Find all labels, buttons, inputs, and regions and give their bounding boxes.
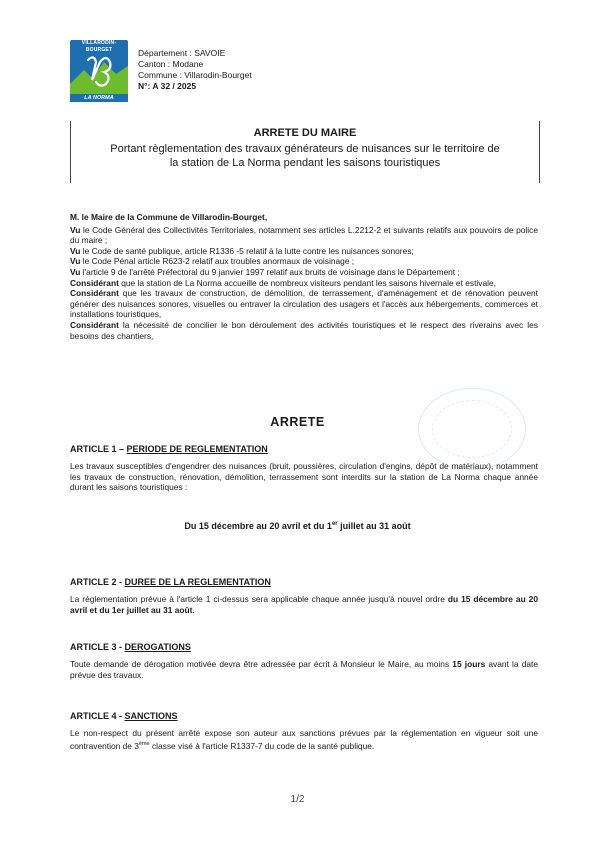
preamble-item: Considérant que les travaux de construction, de démolition, de terrassement, d'aménagement et de rénovation peuvent générer des nuisances sonores, visuelles ou entraver la circulation des usagers et l'accès aux hébergements, commerces et installations touristiques,: [70, 288, 538, 320]
preamble-item: Vu l'article 9 de l'arrêté Préfectoral du 9 janvier 1997 relatif aux bruits de voisinage dans le Département ;: [70, 266, 460, 277]
page-number: 1/2: [290, 794, 305, 805]
subtitle-line-2: la station de La Norma pendant les saisons touristiques: [169, 157, 441, 169]
header-info: [138, 48, 252, 92]
preamble-item: Vu le Code Général des Collectivités Territoriales, notamment ses articles L.2212-2 et suivants relatifs aux pouvoirs de police du maire ;: [70, 224, 538, 246]
article-4-text: Le non-respect du présent arrêté expose son auteur aux sanctions prévues par la réglementation en vigueur soit une contravention de 3ème classe visé à l'article R1337-7 du code de la santé publique.: [70, 728, 538, 751]
preamble-item: Considérant que la station de La Norma accueille de nombreux visiteurs pendant les saisons hivernale et estivale,: [70, 277, 496, 288]
department: Département : SAVOIE: [138, 48, 226, 58]
preamble-intro: M. le Maire de la Commune de Villarodin-Bourget,: [70, 212, 268, 222]
logo-bottom-text: LA NORMA: [84, 95, 114, 101]
article-3-text: Toute demande de dérogation motivée devra être adressée par écrit à Monsieur le Maire, au moins 15 jours avant la date prévue des travaux.: [70, 659, 538, 680]
article-2-text: La réglementation prévue à l'article 1 ci-dessus sera applicable chaque année jusqu'à nouvel ordre du 15 décembre au 20 avril et du 1er juillet au 31 août.: [70, 594, 538, 615]
preamble-item: Vu le Code de santé publique, article R1336 -5 relatif à la lutte contre les nuisances sonores;: [70, 245, 414, 256]
commune-logo: [70, 40, 128, 102]
canton: Canton : Modane: [138, 59, 204, 69]
article-4-heading: ARTICLE 4 - SANCTIONS: [70, 711, 178, 721]
article-3-heading: ARTICLE 3 - DEROGATIONS: [70, 642, 191, 652]
preamble-item: Vu le Code Pénal article R623-2 relatif aux troubles anormaux de voisinage ;: [70, 256, 355, 267]
decree-number: N°: A 32 / 2025: [138, 81, 197, 91]
article-1-heading: ARTICLE 1 – PERIODE DE REGLEMENTATION: [70, 444, 268, 454]
subtitle-line-1: Portant règlementation des travaux générateurs de nuisances sur le territoire de: [110, 143, 500, 155]
title-box: [70, 121, 540, 183]
commune: Commune : Villarodin-Bourget: [138, 70, 252, 80]
preamble-item: Considérant la nécessité de concilier le bon déroulement des activités touristiques et le respect des riverains avec les besoins des chantiers,: [70, 319, 538, 341]
document-title: ARRETE DU MAIRE: [253, 127, 357, 139]
document-subtitle: [71, 142, 539, 170]
logo-top-text: VILLARODIN-BOURGET: [81, 40, 117, 53]
arrete-heading: ARRETE: [270, 415, 325, 429]
preamble: [70, 212, 538, 341]
official-seal-inner-ring: [432, 400, 512, 458]
regulation-dates: Du 15 décembre au 20 avril et du 1er juillet au 31 août: [184, 521, 411, 531]
article-2-heading: ARTICLE 2 - DUREE DE LA REGLEMENTATION: [70, 577, 271, 587]
article-1-text: Les travaux susceptibles d'engendrer des nuisances (bruit, poussières, circulation d'engins, dépôt de matériaux), notamment les travaux de construction, rénovation, démolition, terrassement sont interdits sur la station de La Norma chaque année durant les saisons touristiques :: [70, 461, 538, 493]
